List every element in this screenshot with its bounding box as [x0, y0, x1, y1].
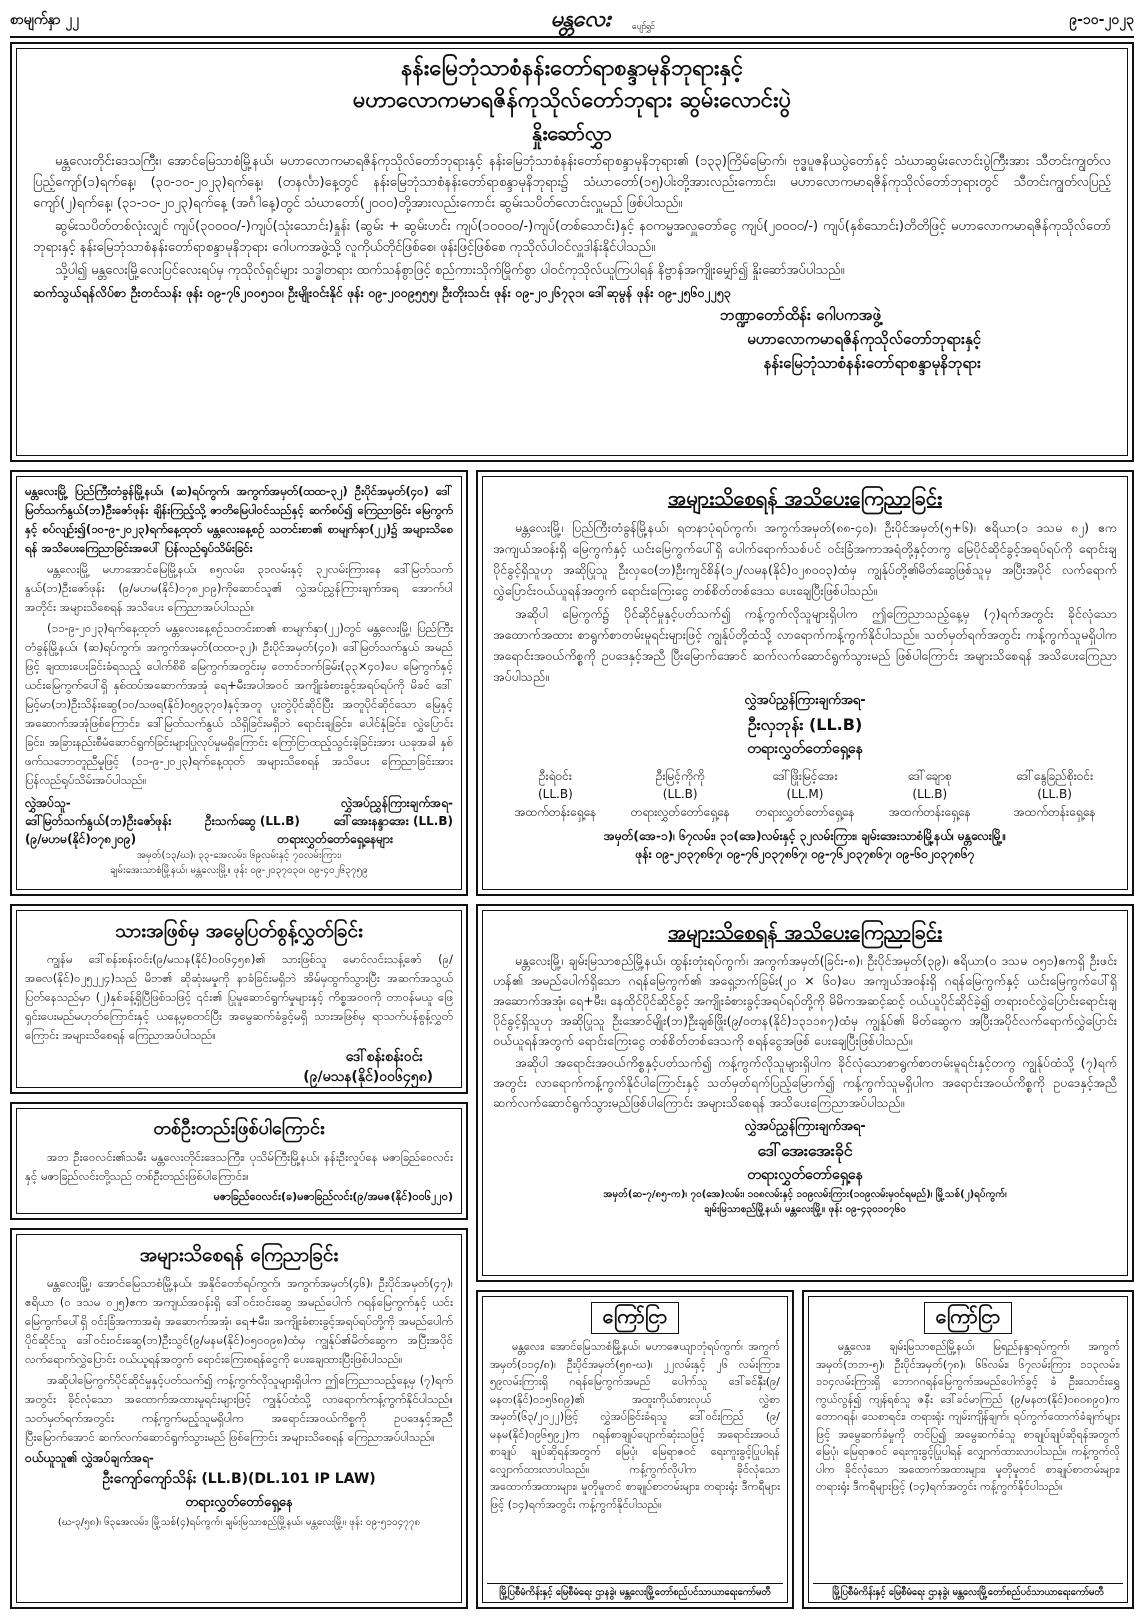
ad-left: [476, 1290, 794, 1609]
lawyer-2-degree: (LL.B): [662, 787, 698, 801]
lawyer-1-degree: (LL.B): [538, 787, 573, 801]
public-notice-1-sig-title: တရားလွှတ်တော်ရှေ့နေ: [747, 741, 863, 757]
public-notice-2: [476, 904, 1134, 1282]
lawyer-2-name: ဦးမြင့်ကိုကို: [655, 769, 705, 783]
public-notice-3-address: (ဃ-၃/၅၈)၊ ၆၃အေလမ်း၊ မြို့သစ်(၄)ရပ်ကွက်၊ ချမ်းမြသာစည်မြို့နယ်၊ မန္တလေးမြို့။ ဖုန်း ၀၉-၅၁၀၄၇၇၈: [57, 1517, 421, 1528]
main-notice-para-1: မန္တလေးတိုင်းဒေသကြီး၊ အောင်မြေသာစံမြို့နယ်၊ မဟာလောကမာရဇိန်ကုသိုလ်တော်ဘုရားနှင့် နန်းမြေဘုံသာစံနန်းတော်ရာစန္ဒာမုနိဘုရား၏ (၁၃၃)ကြိမ်မြောက်၊ ဗုဒ္ဓပူဇနိယပွဲတော်နှင့် သံဃာဆွမ်းလောင်းပွဲကြီးအား သီတင်းကျွတ်လပြည့်ကျော်(၁)ရက်နေ့၊ (၃၀-၁၀-၂၀၂၃)ရက်နေ့၊ (တနင်္လာ)နေ့တွင် နန်းမြေဘုံသာစံနန်းတော်ရာစန္ဒာမုနိဘုရား၌ သံဃာတော်(၁၅)ပါးတို့အားလည်းကောင်း၊ မဟာလောကမာရဇိန်ကုသိုလ်တော်ဘုရားတွင် သီတင်းကျွတ်လပြည့်ကျော်(၂)ရက်နေ့၊ (၃၁-၁၀-၂၀၂၃)ရက်နေ့ (အင်္ဂါနေ့)တွင် သံဃာတော်(၂၀၀၀)တို့အားလည်းကောင်း ဆွမ်းသပိတ်လောင်းလှူမည် ဖြစ်ပါသည်။: [33, 154, 1111, 211]
ad-right-para: မန္တလေး၊ ချမ်းမြသာစည်မြို့နယ်၊ မြရည်နန္ဒာရပ်ကွက်၊ အကွက် အမှတ်(ဘဘ-၅)၊ ဦးပိုင်အမှတ်(၇၈)၊ ၆၆လမ်း၊ ၆၇လမ်းကြား ၁၁၃လမ်း၊ ၁၁၄လမ်းကြားရှိ ဘောဂဂရန်မြေကွက်အမည်ပေါက်ခွင့် ခံ ဦးသောင်းရွှေ ကွယ်လွန်၍ ကျန်ရစ်သူ ဇနီး ဒေါ်ခင်မာကြည် (၉/မနတ(နိုင်)၀၈၀၈၉၀)က တောဂရန်၊ သေစာရင်း၊ တရားရုံး ကျမ်းကျိန်ချက်၊ ရပ်ကွက်ထောက်ခံချက်များဖြင့် အမွေဆက်ခံမှုကို တင်ပြ၍ အမွေဆက်ခံသူ စာချုပ်ချုပ်ဆိုရန်အတွက် မြေပုံ၊ မြေရာဇဝင် ရေးကူးခွင့်ပြုပါရန် လျှောက်ထားလာပါသည်။ ကန့်ကွက်လိုပါက ခိုင်လုံသော အထောက်အထားများ၊ မူတိုမူတင် စာချုပ်စာတမ်းများ၊ တရားရုံး ဒီကရီများဖြင့် (၁၄)ရက်အတွင်း ကန့်ကွက်နိုင်ပါသည်။: [816, 1340, 1120, 1493]
main-notice-signer-1: ဘဏ္ဍာတော်ထိန်း ဂေါပကအဖွဲ့: [720, 306, 881, 324]
same-person-notice-signature: မဇာခြည်ဝေလင်း(ခ)မဇာခြည်လင်း(၉/အမဇ(နိုင်)၀၀၆၂၂၀): [213, 1190, 453, 1203]
public-notice-3-title: အများသိစေရန် ကြေညာခြင်း: [139, 1244, 339, 1266]
masthead-logo-sub: ပျော်ရွှင်: [631, 22, 654, 32]
lawyer-3-title: တရားလွှတ်တော်ရှေ့နေ: [755, 805, 855, 819]
lawyer-5-name: ဒေါ်နွေခြည်စိုးဝင်း: [1015, 769, 1094, 783]
lawyer-3-name: ဒေါ်ဖြိုးမြင့်အေး: [772, 769, 838, 783]
ad-left-title-text: ကြော်ငြာ: [591, 1302, 678, 1334]
masthead-logo-text: မန္တလေး: [550, 7, 610, 32]
ad-right-title: [816, 1302, 1120, 1334]
public-notice-1-address: အမှတ်(အေ-၁)၊ ၆၇လမ်း၊ ၃၁(အေ)လမ်းနှင့် ၃၂လမ်းကြား၊ ချမ်းအေးသာစံမြို့နယ်၊ မန္တလေးမြို့။: [603, 829, 1007, 843]
correction-notice-para-2: (၁၁-၉-၂၀၂၃)ရက်နေ့ထုတ် မန္တလေးနေ့စဉ်သတင်းစာ၏ စာမျက်နှာ(၂၂)တွင် မန္တလေးမြို့၊ ပြည်ကြီးတံခွန်မြို့နယ်၊ (ဆ)ရပ်ကွက်၊ အကွက်အမှတ်(ထထ-၃၂)၊ ဦးပိုင်အမှတ်(၄၀)၊ ဒေါ်မြတ်သက်နွယ် အမည်ဖြင့် ချထားပေးခြင်းခံရသည့် ပေါက်စိစိ မြေကွက်အတွင်းမှ တောင်ဘက်ခြမ်း(၃၃×၄၀)ပေ မြေကွက်နှင့် ယင်းမြေကွက်ပေါ်ရှိ နှစ်ထပ်အဆောက်အအုံ ရေ+မီးအပါအဝင် အကျိုးခံစားခွင့်အရပ်ရပ်ကို မိခင် ဒေါ်မြင့်မာ(ဘ)ဦးသိန်းဆွေ(၁၀/သဖရ(နိုင်)၀၅၉၃၇၀)နှင့်အတူ ပူးတွဲပိုင်ဆိုင်ပြီး အတူပိုင်ဆိုင်သော မြေနှင့် အဆောက်အအုံဖြစ်ကြောင်း၊ ဒေါ်မြတ်သက်နွယ် သိရှိခြင်းမရှိဘဲ ရောင်းချခြင်း၊ ပေါင်နှံခြင်း၊ လွှဲပြောင်းခြင်း၊ အခြားနည်းစီမံဆောင်ရွက်ခြင်းများပြုလုပ်မှုမရှိကြောင်း ကြော်ငြာထည့်သွင်းခဲ့ခြင်းအား ယခုအခါ နှစ်ဖက်သဘောတူညီမှုဖြင့် (၁၁-၉-၂၀၂၃)ရက်နေ့ထုတ် အများသိစေရန် အသိပေး ကြေညာခြင်းအား ပြန်လည်ရုပ်သိမ်းအပ်ပါသည်။: [25, 621, 453, 787]
main-notice-para-3: သို့ပါ၍ မန္တလေးမြို့လေးပြင်လေးရပ်မှ ကုသိုလ်ရှင်များ သဒ္ဓါတရား ထက်သန်စွာဖြင့် စည်ကားသိုက်မြိုက်စွာ ပါဝင်ကုသိုလ်ယူကြပါရန် နိဗ္ဗာန်အကျိုးမျှော်၍ နှိုးဆော်အပ်ပါသည်။: [55, 263, 845, 278]
disown-notice-sig-name: ဒေါ်စန်းစန်းဝင်း: [345, 1049, 423, 1065]
main-notice-contact: ဆက်သွယ်ရန်လိပ်စာ ဦးတင်သန်း ဖုန်း ၀၉-၇၆၂၀၀၅၁၀၊ ဦးမျိုးဝင်းနိုင် ဖုန်း ၀၉-၂၀၀၉၅၅၅၊ ဦးတိုးသင်း ဖုန်း ၀၉-၂၀၂၆၇၃၁၊ ဒေါ်ဆုမွန် ဖုန်း ၀၉-၂၅၆၀၂၂၅၃: [33, 285, 731, 300]
correction-sig-names: [25, 812, 453, 830]
public-notice-1-para-2: အဆိုပါ မြေကွက်၌ ပိုင်ဆိုင်မှုနှင့်ပတ်သက်၍ ကန့်ကွက်လိုသူများရှိပါက ဤကြေညာသည့်နေ့မှ (၇)ရက်အတွင်း ခိုင်လုံသော အထောက်အထား စာရွက်စာတမ်းမူရင်းများဖြင့် ကျွန်ုပ်တို့ထံသို့ လာရောက်ကန့်ကွက်နိုင်ပါသည်။ သတ်မှတ်ရက်အတွင်း ကန့်ကွက်သူမရှိပါက အရောင်းအဝယ်ကိစ္စကို ဥပဒေနှင့်အညီ ပြီးမြောက်အောင် ဆက်လက်ဆောင်ရွက်သွားမည် ဖြစ်ပါကြောင်း အများသိစေရန် အသိပေးကြေညာအပ်ပါသည်။: [493, 606, 1117, 684]
public-notice-3-sig-label: [25, 1449, 453, 1467]
public-notice-2-title: အများသိစေရန် အသိပေးကြေညာခြင်း: [667, 920, 943, 944]
correction-sig-labels: [25, 794, 453, 812]
correction-sig-right-name: ဒေါ်အေးနန္ဒာအေး (LL.B): [333, 814, 453, 828]
page-header: [10, 4, 1134, 34]
lawyer-2-title: တရားလွှတ်တော်ရှေ့နေ: [630, 805, 730, 819]
correction-address-2: ချမ်းအေးသာစံမြို့နယ်၊ မန္တလေးမြို့။ ဖုန်း ၀၉-၂၀၃၇၀၃၀၊ ၀၉-၄၀၂၆၃၇၅၉: [110, 865, 368, 876]
public-notice-1-inner: [482, 476, 1128, 890]
ad-right-footer: မြို့ပြစီမံကိန်းနှင့် မြေစီမံရေး ဌာနခွဲ၊ မန္တလေးမြို့တော်စည်ပင်သာယာရေးကော်မတီ: [813, 1583, 1123, 1600]
correction-notice-inner: [16, 476, 462, 890]
ad-left-title: [490, 1302, 780, 1334]
public-notice-2-address: အမှတ်(ဆ-၇/၈၅-က)၊ ၇၀(အေ)လမ်း၊ ၁၀၈လမ်းနှင့် ၁၀၉လမ်းကြား(၁၀၉လမ်းမှဝင်ရမည်)၊ မြို့သစ်(၂)ရပ်ကွက်၊: [603, 1189, 1007, 1200]
disown-notice-sig-id: (၉/မသန(နိုင်)၀၀၆၄၅၈): [303, 1069, 433, 1085]
public-notice-1-sig-name: ဦးလှဘုန်း (LL.B): [747, 715, 863, 734]
public-notice-2-sig-title: တရားလွှတ်တော်ရှေ့နေ: [747, 1167, 863, 1183]
lawyer-2: [618, 767, 743, 821]
public-notice-3-para-1: မန္တလေးမြို့၊ အောင်မြေသာစံမြို့နယ်၊ အနိုင်တော်ရပ်ကွက်၊ အကွက်အမှတ်(၄၆)၊ ဦးပိုင်အမှတ်(၄၇)၊ ဧရိယာ (၀ ဒသမ ၀၂၅)ဧက အကျယ်အဝန်းရှိ ဒေါ်ဝင်းဝင်းဆွေ အမည်ပေါက် ဂရန်မြေကွက်နှင့် ယင်းမြေကွက်ပေါ်ရှိ ဝင်းခြံအကာအရံ၊ အဆောက်အအုံ၊ ရေ+မီး၊ အကျိုးခံစားခွင့်အရပ်ရပ်တို့ကို အမည်ပေါက် ပိုင်ဆိုင်သူ ဒေါ်ဝင်းဝင်းဆွေ(ဘ)ဦးသွင်(၉/မနမ(နိုင်)၀၅၀၀၉၈)ထံမှ ကျွန်ုပ်၏မိတ်ဆွေက အပြီးအပိုင် လက်ရောက်လွှဲပြောင်း ဝယ်ယူရန်အတွက် ရောင်းကြေးစရန်ငွေကို ပေးချေထားပြီးဖြစ်ပါသည်။: [25, 1276, 453, 1366]
lawyer-1-title: အထက်တန်းရှေ့နေ: [514, 805, 597, 819]
public-notice-3-sig-left: ဝယ်ယူသူ၏ လွှဲအပ်ချက်အရ-: [25, 1451, 154, 1465]
ad-right-inner: [808, 1296, 1128, 1603]
public-notice-3-inner: [16, 1234, 462, 1603]
same-person-notice-inner: [16, 1108, 462, 1214]
main-notice-signer-3: နန်းမြေဘုံသာစံနန်းတော်ရာစန္ဒာမုနိဘုရား: [763, 354, 981, 372]
public-notice-2-sig-name: ဒေါ်အေးအေးခိုင်: [757, 1141, 853, 1160]
correction-sig-left-name: ဒေါ်မြတ်သက်နွယ်(ဘ)ဦးဇော်ဖုန်း: [25, 814, 172, 828]
lawyer-3: [743, 767, 868, 821]
correction-sig-right-label: လွှဲအပ်ညွှန်ကြားချက်အရ-: [341, 796, 453, 810]
lawyer-4-degree: (LL.B): [912, 787, 948, 801]
public-notice-2-para-1: မန္တလေးမြို့၊ ချမ်းမြသာစည်မြို့နယ်၊ ထွန်းတုံးရပ်ကွက်၊ အကွက်အမှတ်(ခြင်း-၈)၊ ဦးပိုင်အမှတ်(၃၉)၊ ဧရိယာ(၀ ဒသမ ၀၅၁)ဧကရှိ ဦးဖင်းဟန်၏ အမည်ပေါက်ရှိသော ဂရန်မြေကွက်၏ အရှေ့ဘက်ခြမ်း(၂၀ × ၆၀)ပေ အကျယ်အဝန်းရှိ ဂရန်မြေကွက်နှင့် ယင်းမြေကွက်ပေါ်ရှိ အဆောက်အအုံ၊ ရေ+မီး၊ နေထိုင်ပိုင်ဆိုင်ခွင့် အကျိုးခံစားခွင့်အရပ်ရပ်တို့ကို မိမိကအဆင့်ဆင့် ဝယ်ယူပိုင်ဆိုင်ခဲ့၍ တရားဝင်လွှဲပြောင်းရောင်းချပိုင်ခွင့်ရှိသူဟု အဆိုပြုသူ ဦးအောင်မျိုး(ဘ)ဦးချစ်ဖြိုး(၉/ဝတန(နိုင်)၁၃၁၁၈၇)ထံမှ ကျွန်ုပ်၏ မိတ်ဆွေက အပြီးအပိုင်လက်ရောက်လွှဲပြောင်း ဝယ်ယူရန်အတွက် ရောင်းကြေးငွေ တစ်စိတ်တစ်ဒေသကို စရန်ငွေအဖြစ် ပေးချေပြီးဖြစ်ပါသည်။: [493, 953, 1117, 1048]
lawyer-1: [493, 767, 618, 821]
lawyer-4-title: အထက်တန်းရှေ့နေ: [888, 805, 971, 819]
same-person-notice: [10, 1102, 468, 1220]
public-notice-1-para-1: မန္တလေးမြို့၊ ပြည်ကြီးတံခွန်မြို့နယ်၊ ရတနာပုံရပ်ကွက်၊ အကွက်အမှတ်(၈၈-၄၀)၊ ဦးပိုင်အမှတ်(၅+၆)၊ ဧရိယာ(၁ ဒသမ ၈၂) ဧက အကျယ်အဝန်းရှိ မြေကွက်နှင့် ယင်းမြေကွက်ပေါ်ရှိ ပေါက်ရောက်သစ်ပင် ဝင်းခြံအကာအရံတို့နှင့်တကွ မြေပိုင်ဆိုင်ခွင့်အရပ်ရပ်ကို ရောင်းချပိုင်ခွင့်ရှိသူဟု အဆိုပြုသူ ဦးလှဝေ(ဘ)ဦးကျင်စိန်(၁၂/လမန(နိုင်)၀၂၈၀၀၃)ထံမှ ကျွန်ုပ်တို့၏မိတ်ဆွေဖြစ်သူမှ အပြီးအပိုင် လက်ရောက်လွှဲပြောင်းဝယ်ယူရန်အတွက် ရောင်းကြေးငွေ တစ်စိတ်တစ်ဒေသ ပေးချေပြီးဖြစ်ပါသည်။: [493, 520, 1117, 598]
main-notice-signer-2: မဟာလောကမာရဇိန်ကုသိုလ်တော်ဘုရားနှင့်: [747, 330, 981, 348]
masthead-logo: [500, 4, 660, 32]
lawyer-5: [992, 767, 1117, 821]
page-number: စာမျက်နှာ ၂၂: [10, 12, 80, 28]
header-rule: [10, 36, 1134, 38]
lawyer-list: [493, 767, 1117, 821]
public-notice-2-sig-label: လွှဲအပ်ညွှန်ကြားချက်အရ-: [744, 1119, 866, 1134]
ad-left-para: မန္တလေး၊ အောင်မြေသာစံမြို့နယ်၊ မဟာဇေယျာဘုံရပ်ကွက်၊ အကွက်အမှတ်(၁၁၄/၈)၊ ဦးပိုင်အမှတ်(၅၈-ဃ)၊ ၂၂လမ်းနှင့် ၂၆ လမ်းကြား၊ ၅၉လမ်းကြားရှိ ဂရန်မြေကွက်အမည် ပေါက်သူ ဒေါ်ခင်နှီး(၉/မနတ(နိုင်)၀၁၅၆၈၉)၏ အထူးကိုယ်စားလှယ် လွှဲစာအမှတ်(၆၃/၂၀၂၂)ဖြင့် လွှဲအပ်ခြင်းခံရသူ ဒေါ်ဝင်းကြည် (၉/မနမ(နိုင်)၀၉၆၅၉၂)က ဂရန်စာချုပ်ပျောက်ဆုံးသဖြင့် အရောင်းအဝယ်စာချုပ် ချုပ်ဆိုရန်အတွက် မြေပုံ၊ မြေရာဇဝင် ရေးကူးခွင့်ပြုပါရန် လျှောက်ထားလာပါသည်။ ကန့်ကွက်လိုပါက ခိုင်လုံသော အထောက်အထားများ၊ မူတိုမူတင် စာချုပ်စာတမ်းများ၊ တရားရုံး ဒီကရီများဖြင့် (၁၄)ရက်အတွင်း ကန့်ကွက်နိုင်ပါသည်။: [490, 1340, 780, 1511]
main-notice-title-3: နှိုးဆော်လွှာ: [531, 121, 613, 145]
issue-date: ၉-၁၀-၂၀၂၃: [1069, 12, 1134, 28]
correction-notice-para-1: မန္တလေးမြို့ မဟာအောင်မြေမြို့နယ်၊ ၈၅လမ်း၊ ၃၁လမ်းနှင့် ၃၂လမ်းကြားနေ ဒေါ်မြတ်သက်နွယ်(ဘ)ဦးဇော်ဖုန်း (၉/မဟမ(နိုင်)၀၇၈၂၀၉)ကိုဆောင်သူ၏ လွှဲအပ်ညွှန်ကြားချက်အရ အောက်ပါအတိုင်း အများသိစေရန် အသိပေး ကြေညာအပ်ပါသည်။: [25, 562, 453, 614]
correction-notice: [10, 470, 468, 896]
main-notice-para-2: ဆွမ်းသပိတ်တစ်လုံးလျှင် ကျပ်(၃၀၀၀၀/-)ကျပ်(သုံးသောင်း)နှုန်း (ဆွမ်း + ဆွမ်းဟင်း ကျပ်(၁၀၀၀၀/-)ကျပ်(တစ်သောင်း)နှင့် နဝကမ္မအလှူတော်ငွေ ကျပ်(၂၀၀၀၀/-) ကျပ်(နှစ်သောင်း)တိတိဖြင့် မဟာလောကမာရဇိန်ကုသိုလ်တော်ဘုရားနှင့် နန်းမြေဘုံသာစံနန်းတော်ရာစန္ဒာမုနိဘုရား ဂေါပကအဖွဲ့သို့ လူကိုယ်တိုင်ဖြစ်စေ၊ ဖုန်းဖြင့်ဖြစ်စေ ကုသိုလ်ပါဝင်လှူဒါန်းနိုင်ပါသည်။: [33, 219, 1111, 255]
disown-notice-para: ကျွန်မ ဒေါ်စန်းစန်းဝင်း(၉/မသန(နိုင်)၀၀၆၄၅၈)၏ သားဖြစ်သူ မောင်လင်းသန့်ဇော် (၉/အဓလ(နိုင်)၀၂၅၂၂၄)သည် မိဘ၏ ဆိုဆုံးမမှုကို နာခံခြင်းမရှိဘဲ အိမ်မှထွက်သွားပြီး အဆက်အသွယ်ပြတ်နေသည်မှာ (၂)နှစ်ခန့်ရှိပြီဖြစ်သဖြင့် ၎င်း၏ ပြုမူဆောင်ရွက်မှုများနှင့် ကိစ္စအဝဝကို တာဝန်မယူ ဖြေရှင်းပေးမည်မဟုတ်ကြောင်းနှင့် ယနေ့မှစတင်ပြီး အမွေဆက်ခံခွင့်မရှိ သားအဖြစ်မှ ရာသက်ပန်စွန့်လွှတ်ကြောင်း အများသိစေရန် ကြေညာအပ်ပါသည်။: [25, 952, 453, 1042]
public-notice-2-address-2: ချမ်းမြသာစည်မြို့နယ်၊ မန္တလေးမြို့။ ဖုန်း ၀၉-၄၃၀၁၀၇၆၀: [704, 1204, 906, 1215]
public-notice-1-phones: ဖုန်း ၀၉-၂၀၃၇၈၆၇၊ ၀၉-၇၆၂၀၃၇၈၆၇၊ ၀၉-၇၆၂၀၃၇၈၆၇၊ ၀၉-၆၀၂၀၃၇၈၆၇: [635, 847, 975, 861]
lawyer-5-degree: (LL.B): [1037, 787, 1072, 801]
disown-notice-title: သားအဖြစ်မှ အမွေပြတ်စွန့်လွှတ်ခြင်း: [115, 920, 363, 942]
lawyer-3-degree: (LL.M): [786, 787, 824, 801]
correction-sig-row-3: [25, 830, 453, 848]
ad-left-footer: မြို့ပြစီမံကိန်းနှင့် မြေစီမံရေး ဌာနခွဲ၊ မန္တလေးမြို့တော်စည်ပင်သာယာရေးကော်မတီ: [487, 1583, 783, 1600]
correction-sig-left-id: (၉/မဟမ(နိုင်)၀၇၈၂၀၉): [25, 832, 137, 846]
lawyer-1-name: ဦးရဲဝင်း: [538, 769, 572, 783]
ad-left-inner: [482, 1296, 788, 1603]
public-notice-1-sig-label: လွှဲအပ်ညွှန်ကြားချက်အရ-: [744, 693, 866, 708]
public-notice-1-title: အများသိစေရန် အသိပေးကြေညာခြင်း: [667, 486, 943, 510]
correction-sig-left-label: လွှဲအပ်သူ-: [25, 796, 71, 810]
public-notice-3-sig-name: ဦးကျော်ကျော်သိန်း (LL.B)(DL.101 IP LAW): [102, 1471, 376, 1487]
main-notice-title-1: နန်းမြေဘုံသာစံနန်းတော်ရာစန္ဒာမုနိဘုရားနှင့်: [400, 56, 744, 81]
correction-sig-mid-name: ဦးသက်ဆွေ (LL.B): [205, 814, 300, 828]
lawyer-4: [867, 767, 992, 821]
public-notice-1: [476, 470, 1134, 896]
public-notice-3-para-2: အဆိုပါမြေကွက်ပိုင်ဆိုင်မှုနှင့်ပတ်သက်၍ ကန့်ကွက်လိုသူများရှိပါက ဤကြေညာသည့်နေ့မှ (၇)ရက်အတွင်း ခိုင်လုံသော အထောက်အထားမူရင်းများဖြင့် ကျွန်ုပ်ထံသို့ လာရောက်ကန့်ကွက်နိုင်ပါသည်။ သတ်မှတ်ရက်အတွင်း ကန့်ကွက်မည့်သူမရှိပါက အရောင်းအဝယ်ကိစ္စကို ဥပဒေနှင့်အညီ ပြီးမြောက်အောင် ဆက်လက်ဆောင်ရွက်သွားမည် ဖြစ်ကြောင်း အများသိစေရန် ကြေညာအပ်ပါသည်။: [25, 1373, 453, 1444]
main-notice: [10, 42, 1134, 462]
correction-notice-intro: မန္တလေးမြို့ ပြည်ကြီးတံခွန်မြို့နယ်၊ (ဆ)ရပ်ကွက်၊ အကွက်အမှတ်(ထထ-၃၂) ဦးပိုင်အမှတ်(၄၀) ဒေါ်မြတ်သက်နွယ်(ဘ)ဦးဇော်ဖုန်း ချိန်းကြည့်သို့ ဇာတိမြေပါဝင်သည်နှင့် ဆက်စပ်၍ ကြေညာခြင်း မြေကွက်နှင့် စပ်လျဉ်း၍(၁၀-၉-၂၀၂၃)ရက်နေ့ထုတ် မန္တလေးနေ့စဉ် သတင်းစာ၏ စာမျက်နှာ(၂၂)၌ အများသိစေရန် အသိပေးကြေညာခြင်းအပေါ် ပြန်လည်ရုပ်သိမ်းခြင်း: [25, 484, 453, 555]
public-notice-2-para-2: အဆိုပါ အရောင်းအဝယ်ကိစ္စနှင့်ပတ်သက်၍ ကန့်ကွက်လိုသူများရှိပါက ခိုင်လုံသောစာရွက်စာတမ်းမူရင်းနှင့်တကွ ကျွန်ုပ်ထံသို့ (၇)ရက်အတွင်း လာရောက်ကန့်ကွက်နိုင်ပါကြောင်းနှင့် သတ်မှတ်ရက်ပြည့်မြောက်၍ ကန့်ကွက်သူမရှိပါက အရောင်းအဝယ်ကိစ္စကို ဥပဒေနှင့်အညီ ဆက်လက်ဆောင်ရွက်သွားမည်ဖြစ်ပါကြောင်း အများသိစေရန် အသိပေးကြေညာအပ်ပါသည်။: [493, 1055, 1117, 1110]
main-notice-title-2: မဟာလောကမာရဇိန်ကုသိုလ်တော်ဘုရား ဆွမ်းလောင်းပွဲ: [352, 88, 792, 113]
main-notice-inner: [16, 48, 1128, 456]
disown-notice-inner: [16, 910, 462, 1088]
lawyer-4-name: ဒေါ်ချောစု: [907, 769, 952, 783]
ad-right: [802, 1290, 1134, 1609]
correction-sig-title: တရားလွှတ်တော်ရှေ့နေများ: [277, 832, 393, 846]
same-person-notice-title: တစ်ဦးတည်းဖြစ်ပါကြောင်း: [153, 1118, 325, 1139]
correction-address: အမှတ်(၁၃/ဃ)၊ ၃၃-အေလမ်း၊ ၆၉လမ်းနှင့် ၇၀လမ်းကြား၊: [136, 850, 342, 861]
disown-notice: [10, 904, 468, 1094]
public-notice-2-inner: [482, 910, 1128, 1276]
public-notice-3-sig-title: တရားလွှတ်တော်ရှေ့နေ: [185, 1495, 293, 1510]
same-person-notice-para: အဘ ဦးဝေလင်း၏သမီး မန္တလေးတိုင်းဒေသကြီး၊ ပုသိမ်ကြီးမြို့နယ်၊ နန်းဦးလှုပ်နေ မဇာခြည်ဝေလင်းနှင့် မဇာခြည်လင်းတို့သည် တစ်ဦးတည်းဖြစ်ပါကြောင်း။: [25, 1150, 453, 1183]
public-notice-3: [10, 1228, 468, 1609]
ad-right-title-text: ကြော်ငြာ: [924, 1302, 1011, 1334]
lawyer-5-title: အထက်တန်းရှေ့နေ: [1013, 805, 1096, 819]
